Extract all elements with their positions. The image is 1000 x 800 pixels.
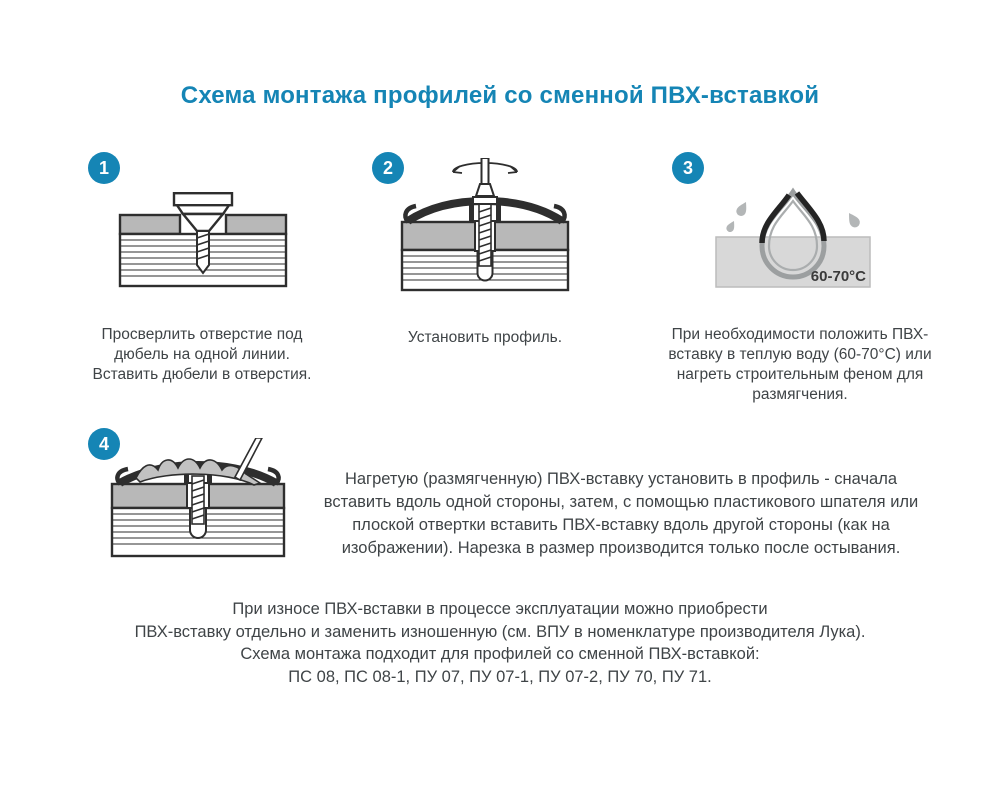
insert-pvc-with-screwdriver-icon [108, 438, 288, 558]
footer-line-2: ПВХ-вставку отдельно и заменить изношенную (см. ВПУ в номенклатуре производителя Лука). [134, 622, 866, 641]
step-2-number-badge: 2 [372, 152, 404, 184]
step-1-illustration [118, 192, 288, 293]
step-1-number-badge: 1 [88, 152, 120, 184]
pvc-insert-warm-water-icon [708, 184, 878, 296]
footer-note [0, 598, 1000, 688]
step-4-caption: Нагретую (размягченную) ПВХ-вставку установить в профиль - сначала вставить вдоль одной стороны, затем, с помощью пластикового шпателя или плоской отвертки вставить ПВХ-вставку вдоль другой стороны (как на изображении). Нарезка в размер производится только после остывания. [323, 470, 919, 557]
step-3-illustration [708, 184, 878, 301]
step-4-illustration [108, 438, 288, 563]
step-4-number-badge: 4 [88, 428, 120, 460]
step-3-caption: При необходимости положить ПВХ-вставку в теплую воду (60-70°С) или нагреть строительным феном для размягчения. [668, 326, 932, 403]
splash-droplets [725, 200, 862, 234]
page-title: Схема монтажа профилей со сменной ПВХ-вставкой [180, 82, 820, 109]
water-temperature-label: 60-70°C [810, 268, 866, 285]
step-2-caption: Установить профиль. [407, 329, 563, 346]
screw-profile-icon [398, 158, 572, 292]
drill-dowel-hole-icon [118, 192, 288, 288]
step-2-illustration [398, 158, 572, 297]
step-3-number-badge: 3 [672, 152, 704, 184]
step-1-caption: Просверлить отверстие под дюбель на одной линии. Вставить дюбели в отверстия. [92, 326, 312, 383]
footer-line-1: При износе ПВХ-вставки в процессе эксплуатации можно приобрести [232, 600, 768, 618]
footer-line-4: ПС 08, ПС 08-1, ПУ 07, ПУ 07-1, ПУ 07-2, ПУ 70, ПУ 71. [288, 667, 712, 686]
footer-line-3: Схема монтажа подходит для профилей со сменной ПВХ-вставкой: [240, 645, 760, 663]
